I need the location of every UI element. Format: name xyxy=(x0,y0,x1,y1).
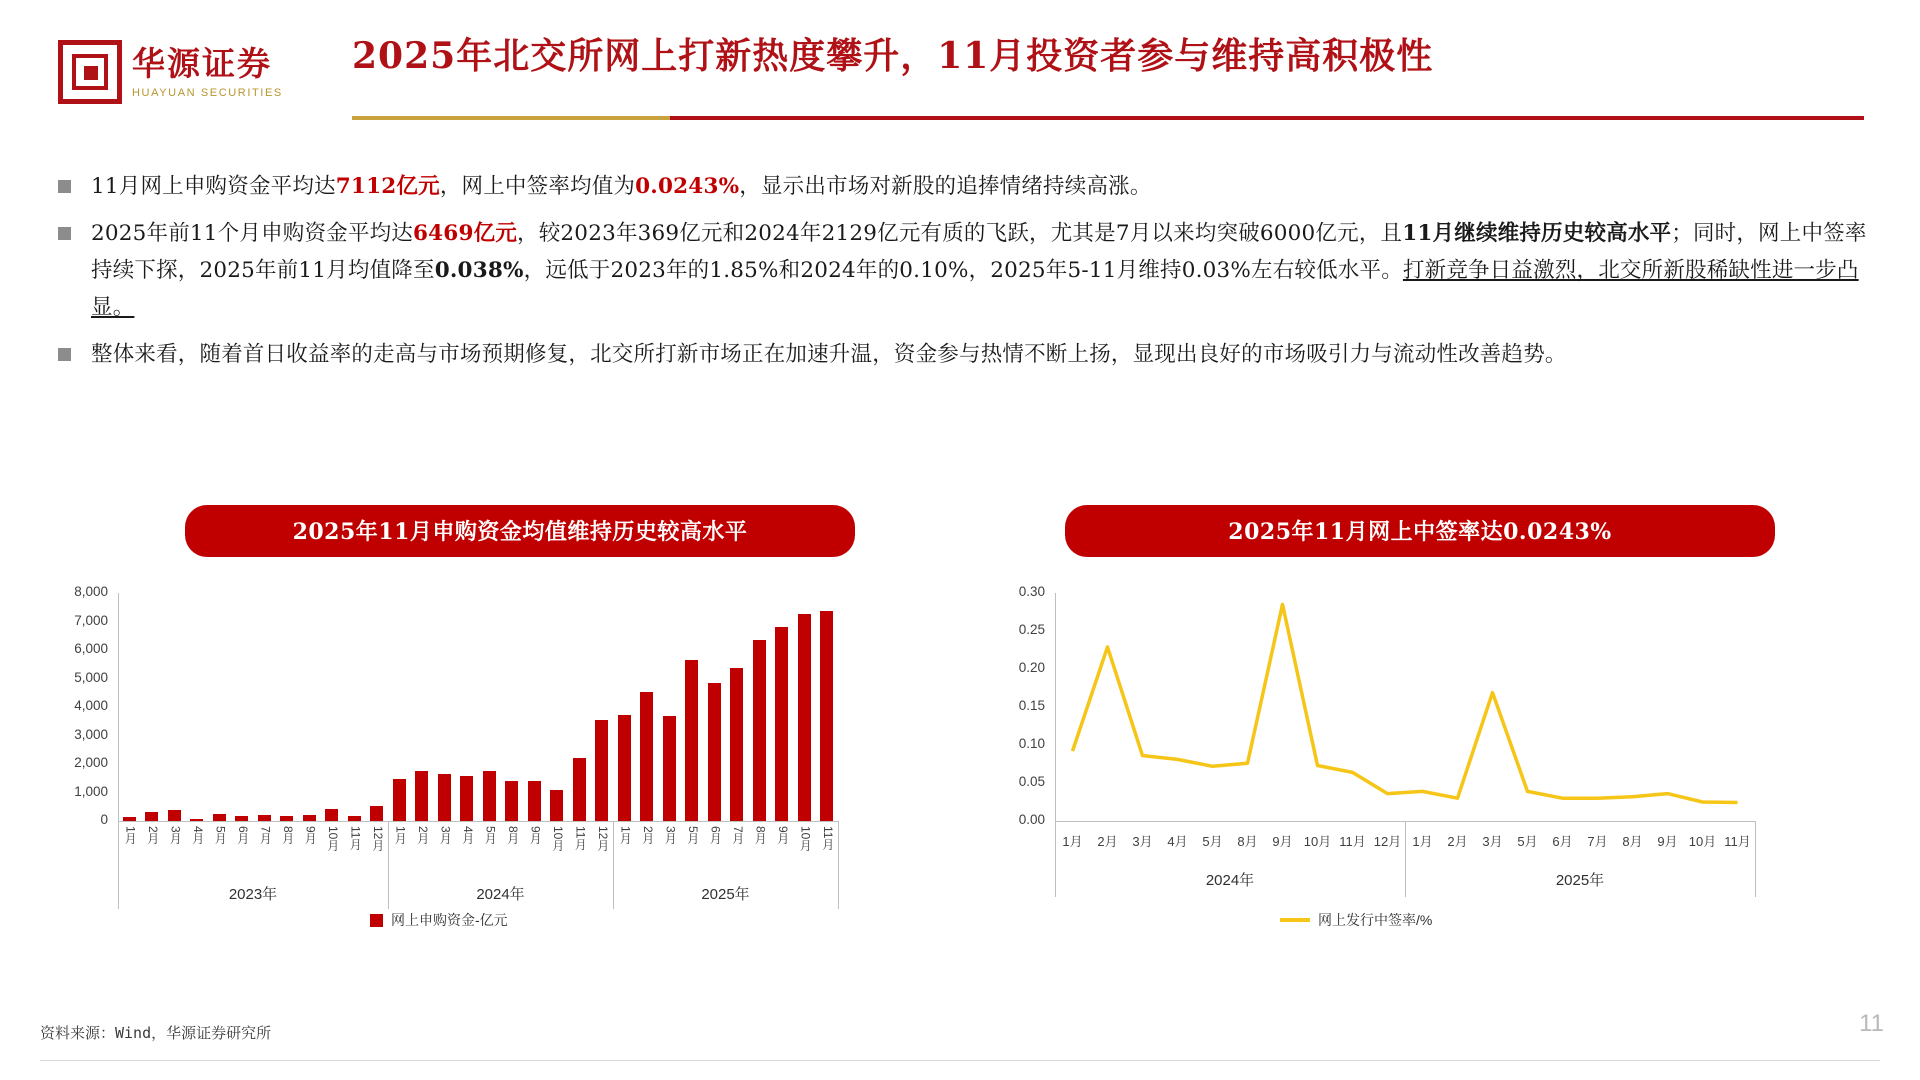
group-label: 2023年 xyxy=(228,886,278,903)
x-axis-tick-label: 8月 xyxy=(1237,834,1258,849)
bullet-segment: 6469亿元 xyxy=(412,221,518,246)
bullet-segment: 11月网上申购资金平均达 xyxy=(91,174,336,199)
bar xyxy=(348,816,361,821)
y-axis-tick-label: 3,000 xyxy=(74,726,108,742)
y-axis-tick-label: 1,000 xyxy=(74,783,108,799)
bar xyxy=(595,720,608,821)
bar xyxy=(753,640,766,821)
bar xyxy=(573,758,586,821)
bar xyxy=(123,817,136,821)
x-axis-tick-label: 9月 xyxy=(775,826,790,845)
chart-right-legend xyxy=(1280,910,1432,930)
x-axis-tick-label: 11月 xyxy=(1339,834,1366,849)
x-axis-tick-label: 11月 xyxy=(573,826,588,851)
legend-label-right: 网上发行中签率/% xyxy=(1318,912,1433,928)
bullet-item xyxy=(58,336,1868,373)
bullet-item xyxy=(58,215,1868,326)
bullet-marker-icon xyxy=(58,180,71,193)
bar xyxy=(235,816,248,821)
y-axis-tick-label: 0.05 xyxy=(1018,774,1045,789)
bullet-segment: ，较2023年369亿元和2024年2129亿元有质的飞跃，尤其是7月以来均突破6000亿元，且 xyxy=(517,221,1403,246)
group-separator xyxy=(1755,821,1756,897)
x-axis-tick-label: 7月 xyxy=(258,826,273,845)
bar xyxy=(505,781,518,821)
bar xyxy=(550,790,563,821)
bullet-item xyxy=(58,168,1868,205)
y-axis-tick-label: 0.15 xyxy=(1018,698,1045,713)
bar xyxy=(303,815,316,821)
group-separator xyxy=(1055,821,1056,897)
y-axis-tick-label: 0.25 xyxy=(1018,622,1045,637)
x-axis-tick-label: 12月 xyxy=(1373,834,1402,849)
x-axis-tick-label: 10月 xyxy=(1688,834,1717,849)
x-axis-tick-label: 8月 xyxy=(753,826,768,845)
x-axis-tick-label: 4月 xyxy=(460,826,475,845)
group-label: 2025年 xyxy=(701,886,750,903)
bar xyxy=(145,812,158,821)
bar xyxy=(190,819,203,821)
bar xyxy=(640,692,653,821)
bar xyxy=(438,774,451,821)
page-title: 2025年北交所网上打新热度攀升，11月投资者参与维持高积极性 xyxy=(352,35,1434,77)
x-axis-tick-label: 4月 xyxy=(1167,834,1188,849)
x-axis-tick-label: 11月 xyxy=(348,826,363,851)
chart-left-legend xyxy=(370,910,508,930)
y-axis-tick-label: 4,000 xyxy=(74,698,108,713)
x-axis-tick-label: 5月 xyxy=(483,826,498,845)
bar xyxy=(483,771,496,821)
bar xyxy=(460,776,473,821)
group-separator xyxy=(838,821,839,909)
x-axis-tick-label: 2月 xyxy=(1097,834,1118,849)
x-axis-tick-label: 9月 xyxy=(1272,834,1293,849)
bullet-text xyxy=(91,168,1152,205)
group-label: 2024年 xyxy=(1205,872,1255,889)
x-axis-tick-label: 2月 xyxy=(415,826,430,845)
x-axis-tick-label: 1月 xyxy=(618,826,633,845)
x-axis-tick-label: 6月 xyxy=(1552,834,1573,849)
x-axis-tick-label: 1月 xyxy=(1062,834,1083,849)
y-axis-tick-label: 0.00 xyxy=(1018,812,1045,827)
x-axis-tick-label: 9月 xyxy=(303,826,318,845)
logo-company-name-cn: 华源证券 xyxy=(132,44,272,83)
x-axis-tick-label: 8月 xyxy=(280,826,295,845)
x-axis-tick-label: 1月 xyxy=(393,826,408,845)
bar xyxy=(415,771,428,821)
bullet-segment: 整体来看，随着首日收益率的走高与市场预期修复，北交所打新市场正在加速升温，资金参与热情不断上扬，显现出良好的市场吸引力与流动性改善趋势。 xyxy=(91,342,1567,367)
line-series xyxy=(1055,585,1757,823)
x-axis-tick-label: 10月 xyxy=(1303,834,1332,849)
bullet-text xyxy=(91,215,1868,326)
x-axis-tick-label: 12月 xyxy=(595,826,610,852)
x-axis-tick-label: 8月 xyxy=(1622,834,1643,849)
bar xyxy=(708,683,721,821)
x-axis-tick-label: 3月 xyxy=(663,826,678,845)
y-axis-tick-label: 0.10 xyxy=(1018,736,1045,751)
x-axis-tick-label: 4月 xyxy=(190,826,205,845)
x-axis-tick-label: 11月 xyxy=(820,826,835,851)
bullet-segment: 7112亿元 xyxy=(335,174,440,199)
x-axis-tick-label: 7月 xyxy=(730,826,745,845)
x-axis-tick-label: 5月 xyxy=(1517,834,1538,849)
bullet-segment: ，显示出市场对新股的追捧情绪持续高涨。 xyxy=(739,174,1152,199)
legend-label-left: 网上申购资金-亿元 xyxy=(391,912,508,928)
y-axis-tick-label: 0 xyxy=(100,812,108,827)
y-axis-line xyxy=(118,593,119,821)
bullet-segment: ，网上中签率均值为 xyxy=(439,174,636,199)
x-axis-line xyxy=(118,821,838,822)
x-axis-tick-label: 3月 xyxy=(1482,834,1503,849)
bar xyxy=(393,779,406,821)
bar xyxy=(168,810,181,821)
footer-divider xyxy=(40,1060,1880,1061)
x-axis-tick-label: 9月 xyxy=(1657,834,1678,849)
x-axis-tick-label: 2月 xyxy=(1447,834,1468,849)
bar xyxy=(280,816,293,821)
group-label: 2025年 xyxy=(1555,872,1605,889)
chart-left-title: 2025年11月申购资金均值维持历史较高水平 xyxy=(185,505,855,557)
y-axis-tick-label: 2,000 xyxy=(74,755,108,770)
chart-right-title: 2025年11月网上中签率达0.0243% xyxy=(1065,505,1775,557)
company-logo xyxy=(58,40,283,104)
bullet-segment: 11月继续维持历史较高水平 xyxy=(1402,221,1672,246)
bar xyxy=(663,716,676,821)
logo-company-name-en: HUAYUAN SECURITIES xyxy=(132,87,283,99)
bar xyxy=(685,660,698,821)
bar xyxy=(775,627,788,821)
x-axis-tick-label: 5月 xyxy=(213,826,228,845)
logo-text xyxy=(132,45,283,99)
group-separator xyxy=(118,821,119,909)
x-axis-tick-label: 10月 xyxy=(550,826,565,852)
y-axis-tick-label: 0.30 xyxy=(1018,584,1045,599)
x-axis-tick-label: 7月 xyxy=(1587,834,1608,849)
bar xyxy=(820,611,833,821)
slide-header xyxy=(0,0,1920,140)
chart-card-left xyxy=(40,505,970,928)
x-axis-tick-label: 11月 xyxy=(1724,834,1751,849)
legend-swatch-bar-icon xyxy=(370,914,383,927)
chart-card-right xyxy=(985,505,1855,928)
x-axis-tick-label: 1月 xyxy=(1412,834,1433,849)
bullet-segment: 打新竞争日益激烈，北交所新股稀缺性进一步凸显。 xyxy=(91,258,1859,320)
legend-swatch-line-icon xyxy=(1280,918,1310,922)
chart-left-plot xyxy=(40,585,970,915)
page-number: 11 xyxy=(1859,1010,1884,1037)
bullet-text xyxy=(91,336,1567,373)
group-separator xyxy=(388,821,389,909)
bullet-marker-icon xyxy=(58,227,71,240)
bar xyxy=(325,809,338,821)
x-axis-tick-label: 12月 xyxy=(370,826,385,852)
x-axis-tick-label: 9月 xyxy=(528,826,543,845)
bullet-segment: 0.0243% xyxy=(635,174,740,199)
bar xyxy=(798,614,811,821)
x-axis-tick-label: 8月 xyxy=(505,826,520,845)
x-axis-tick-label: 1月 xyxy=(123,826,138,845)
bullet-list xyxy=(58,168,1868,383)
y-axis-tick-label: 7,000 xyxy=(74,612,108,628)
x-axis-tick-label: 5月 xyxy=(1202,834,1223,849)
bullet-segment: 2025年前11个月申购资金平均达 xyxy=(91,221,413,246)
y-axis-tick-label: 8,000 xyxy=(74,584,108,599)
x-axis-tick-label: 10月 xyxy=(798,826,813,852)
group-separator xyxy=(1405,821,1406,897)
chart-right-plot xyxy=(985,585,1855,915)
bar xyxy=(618,715,631,821)
x-axis-tick-label: 6月 xyxy=(235,826,250,845)
logo-seal-icon xyxy=(58,40,122,104)
title-underline-gold xyxy=(352,116,670,120)
x-axis-tick-label: 6月 xyxy=(708,826,723,845)
x-axis-tick-label: 3月 xyxy=(168,826,183,845)
page-title-wrap xyxy=(352,34,1872,78)
group-label: 2024年 xyxy=(476,886,525,903)
bullet-segment: ；同时，网上中签率持续下探，2025年前11月均值降至 xyxy=(91,221,1867,283)
bullet-marker-icon xyxy=(58,348,71,361)
bar xyxy=(258,815,271,821)
y-axis-tick-label: 0.20 xyxy=(1018,660,1045,675)
bar xyxy=(528,781,541,821)
x-axis-tick-label: 2月 xyxy=(145,826,160,845)
x-axis-tick-label: 5月 xyxy=(685,826,700,845)
y-axis-tick-label: 6,000 xyxy=(74,641,108,656)
source-note: 资料来源：Wind，华源证券研究所 xyxy=(40,1024,272,1042)
bullet-segment: 0.038% xyxy=(434,258,524,283)
bullet-segment: ，远低于2023年的1.85%和2024年的0.10%，2025年5-11月维持0.03%左右较低水平。 xyxy=(523,258,1403,283)
x-axis-tick-label: 3月 xyxy=(438,826,453,845)
bar xyxy=(370,806,383,821)
group-separator xyxy=(613,821,614,909)
bar xyxy=(213,814,226,821)
y-axis-tick-label: 5,000 xyxy=(74,669,108,685)
x-axis-tick-label: 2月 xyxy=(640,826,655,845)
x-axis-tick-label: 3月 xyxy=(1132,834,1153,849)
bar xyxy=(730,668,743,821)
x-axis-tick-label: 10月 xyxy=(325,826,340,852)
